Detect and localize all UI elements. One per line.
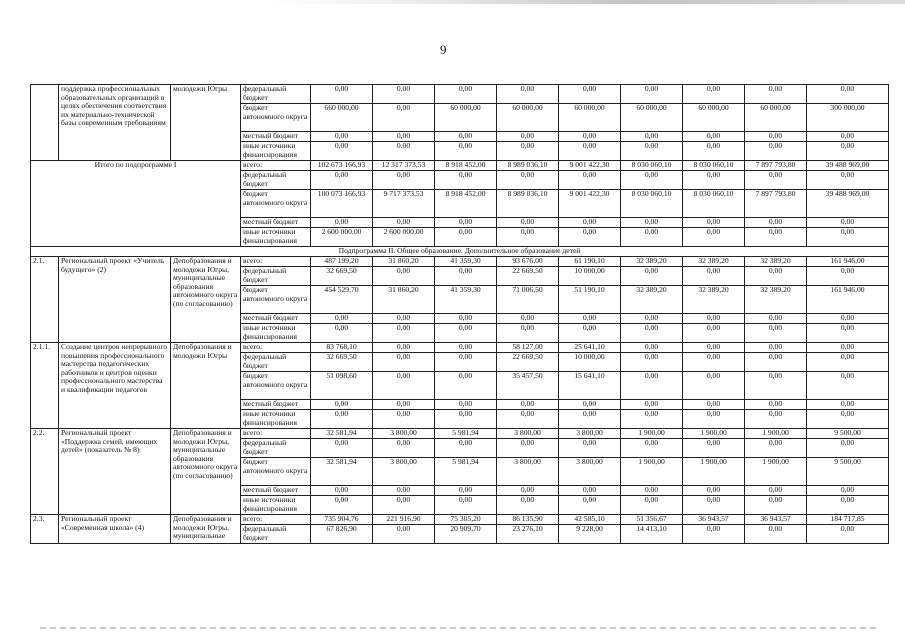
amount-cell: 0,00 <box>683 324 745 343</box>
amount-cell: 51 098,60 <box>311 372 373 400</box>
amount-cell: 75 305,20 <box>435 515 497 525</box>
amount-cell: 32 669,50 <box>311 267 373 286</box>
funding-source: всего: <box>241 161 311 171</box>
amount-cell: 0,00 <box>559 132 621 142</box>
amount-cell: 0,00 <box>435 343 497 353</box>
amount-cell: 1 900,00 <box>683 429 745 439</box>
amount-cell: 0,00 <box>373 104 435 132</box>
amount-cell: 0,00 <box>621 132 683 142</box>
amount-cell: 7 897 793,80 <box>745 190 807 218</box>
amount-cell: 0,00 <box>621 353 683 372</box>
amount-cell: 0,00 <box>497 142 559 161</box>
amount-cell: 660 000,00 <box>311 104 373 132</box>
amount-cell: 9 001 422,30 <box>559 190 621 218</box>
amount-cell: 0,00 <box>373 132 435 142</box>
funding-source: местный бюджет <box>241 314 311 324</box>
funding-source: местный бюджет <box>241 132 311 142</box>
amount-cell: 22 669,50 <box>497 267 559 286</box>
amount-cell: 0,00 <box>807 486 889 496</box>
amount-cell: 0,00 <box>435 400 497 410</box>
amount-cell: 61 190,10 <box>559 257 621 267</box>
amount-cell: 0,00 <box>683 486 745 496</box>
table-row <box>31 161 889 171</box>
amount-cell: 8 989 036,10 <box>497 161 559 171</box>
amount-cell: 0,00 <box>311 439 373 458</box>
amount-cell: 10 000,00 <box>559 267 621 286</box>
responsible-executor: молодежи Югры <box>171 85 241 161</box>
amount-cell: 0,00 <box>621 228 683 247</box>
funding-source: бюджет автономного округа <box>241 286 311 314</box>
amount-cell: 8 918 452,00 <box>435 190 497 218</box>
amount-cell: 8 989 036,10 <box>497 190 559 218</box>
amount-cell: 22 669,50 <box>497 353 559 372</box>
amount-cell: 0,00 <box>683 85 745 104</box>
amount-cell: 0,00 <box>621 218 683 228</box>
amount-cell: 0,00 <box>745 314 807 324</box>
amount-cell: 8 918 452,00 <box>435 161 497 171</box>
budget-table <box>30 84 889 544</box>
amount-cell: 5 981,94 <box>435 458 497 486</box>
amount-cell: 0,00 <box>497 132 559 142</box>
amount-cell: 25 641,10 <box>559 343 621 353</box>
amount-cell: 0,00 <box>745 218 807 228</box>
amount-cell: 3 800,00 <box>373 429 435 439</box>
amount-cell: 0,00 <box>373 372 435 400</box>
amount-cell: 0,00 <box>745 372 807 400</box>
amount-cell: 8 030 060,10 <box>621 190 683 218</box>
amount-cell: 60 000,00 <box>435 104 497 132</box>
amount-cell: 9 228,00 <box>559 525 621 544</box>
amount-cell: 32 389,20 <box>745 257 807 267</box>
budget-table-container <box>30 84 878 544</box>
amount-cell: 0,00 <box>621 496 683 515</box>
funding-source: бюджет автономного округа <box>241 104 311 132</box>
amount-cell: 0,00 <box>311 85 373 104</box>
measure-name: поддержка профессиональных образовательных организаций в целях обеспечения соответствия их материально-технической базы современным требованиям <box>59 85 171 161</box>
amount-cell: 0,00 <box>683 218 745 228</box>
amount-cell: 1 900,00 <box>621 429 683 439</box>
amount-cell: 83 768,10 <box>311 343 373 353</box>
amount-cell: 221 916,90 <box>373 515 435 525</box>
scan-top-edge <box>0 0 905 4</box>
amount-cell: 32 389,20 <box>621 286 683 314</box>
amount-cell: 0,00 <box>497 228 559 247</box>
amount-cell: 0,00 <box>435 314 497 324</box>
page-number: 9 <box>440 42 447 57</box>
table-row <box>31 429 889 439</box>
amount-cell: 0,00 <box>373 400 435 410</box>
amount-cell: 9 500,00 <box>807 458 889 486</box>
amount-cell: 3 800,00 <box>497 429 559 439</box>
amount-cell: 0,00 <box>311 496 373 515</box>
amount-cell: 41 359,30 <box>435 257 497 267</box>
amount-cell: 0,00 <box>559 171 621 190</box>
amount-cell: 1 900,00 <box>745 429 807 439</box>
amount-cell: 161 946,00 <box>807 286 889 314</box>
amount-cell: 0,00 <box>435 267 497 286</box>
amount-cell: 0,00 <box>497 85 559 104</box>
amount-cell: 0,00 <box>435 218 497 228</box>
amount-cell: 0,00 <box>745 142 807 161</box>
amount-cell: 0,00 <box>311 132 373 142</box>
amount-cell: 0,00 <box>559 496 621 515</box>
amount-cell: 0,00 <box>435 132 497 142</box>
amount-cell: 0,00 <box>621 314 683 324</box>
amount-cell: 51 356,67 <box>621 515 683 525</box>
funding-source: федеральный бюджет <box>241 439 311 458</box>
amount-cell: 0,00 <box>683 353 745 372</box>
amount-cell: 32 581,94 <box>311 429 373 439</box>
amount-cell: 0,00 <box>373 171 435 190</box>
amount-cell: 0,00 <box>745 324 807 343</box>
amount-cell: 0,00 <box>373 324 435 343</box>
amount-cell: 0,00 <box>559 218 621 228</box>
amount-cell: 454 529,70 <box>311 286 373 314</box>
amount-cell: 0,00 <box>373 353 435 372</box>
subtotal-label: Итого по подпрограмме I <box>31 161 241 247</box>
amount-cell: 0,00 <box>497 410 559 429</box>
amount-cell: 0,00 <box>683 171 745 190</box>
amount-cell: 9 717 373,53 <box>373 190 435 218</box>
amount-cell: 60 000,00 <box>559 104 621 132</box>
funding-source: федеральный бюджет <box>241 525 311 544</box>
amount-cell: 0,00 <box>559 486 621 496</box>
amount-cell: 0,00 <box>683 439 745 458</box>
amount-cell: 1 900,00 <box>683 458 745 486</box>
amount-cell: 300 000,00 <box>807 104 889 132</box>
amount-cell: 42 585,10 <box>559 515 621 525</box>
amount-cell: 0,00 <box>807 228 889 247</box>
funding-source: местный бюджет <box>241 218 311 228</box>
amount-cell: 100 073 166,93 <box>311 190 373 218</box>
amount-cell: 3 800,00 <box>559 429 621 439</box>
amount-cell: 0,00 <box>373 314 435 324</box>
amount-cell: 0,00 <box>559 228 621 247</box>
funding-source: местный бюджет <box>241 400 311 410</box>
responsible-executor: Депобразования и молодежи Югры, муниципальные <box>171 515 241 544</box>
amount-cell: 0,00 <box>807 343 889 353</box>
amount-cell: 0,00 <box>559 324 621 343</box>
amount-cell: 32 389,20 <box>745 286 807 314</box>
funding-source: иные источники финансирования <box>241 228 311 247</box>
amount-cell: 0,00 <box>807 410 889 429</box>
amount-cell: 0,00 <box>373 496 435 515</box>
amount-cell: 0,00 <box>435 85 497 104</box>
responsible-executor: Депобразования и молодежи Югры, муниципальные образования автономного округа (по согласованию) <box>171 429 241 515</box>
table-row <box>31 85 889 104</box>
amount-cell: 0,00 <box>807 496 889 515</box>
measure-name: Создание центров непрерывного повышения профессионального мастерства педагогических работников и центров оценки профессионального мастерства и квалификации педагогов <box>59 343 171 429</box>
amount-cell: 0,00 <box>621 85 683 104</box>
funding-source: иные источники финансирования <box>241 142 311 161</box>
funding-source: федеральный бюджет <box>241 353 311 372</box>
amount-cell: 0,00 <box>745 85 807 104</box>
funding-source: бюджет автономного округа <box>241 458 311 486</box>
amount-cell: 35 457,50 <box>497 372 559 400</box>
amount-cell: 0,00 <box>683 400 745 410</box>
row-number: 2.2. <box>31 429 59 515</box>
amount-cell: 0,00 <box>435 353 497 372</box>
scan-bottom-edge <box>40 627 880 629</box>
amount-cell: 0,00 <box>311 171 373 190</box>
amount-cell: 0,00 <box>497 496 559 515</box>
amount-cell: 0,00 <box>807 267 889 286</box>
amount-cell: 0,00 <box>683 142 745 161</box>
amount-cell: 0,00 <box>497 314 559 324</box>
amount-cell: 32 389,20 <box>683 257 745 267</box>
amount-cell: 0,00 <box>807 142 889 161</box>
amount-cell: 0,00 <box>745 400 807 410</box>
amount-cell: 0,00 <box>745 525 807 544</box>
amount-cell: 0,00 <box>311 410 373 429</box>
funding-source: всего: <box>241 429 311 439</box>
amount-cell: 32 581,94 <box>311 458 373 486</box>
amount-cell: 93 676,00 <box>497 257 559 267</box>
row-number: 2.1.1. <box>31 343 59 429</box>
amount-cell: 0,00 <box>683 410 745 429</box>
funding-source: бюджет автономного округа <box>241 190 311 218</box>
amount-cell: 0,00 <box>745 267 807 286</box>
section-header-row <box>31 247 889 257</box>
amount-cell: 0,00 <box>683 343 745 353</box>
amount-cell: 0,00 <box>745 410 807 429</box>
amount-cell: 0,00 <box>621 171 683 190</box>
amount-cell: 60 000,00 <box>621 104 683 132</box>
amount-cell: 0,00 <box>559 400 621 410</box>
amount-cell: 31 860,20 <box>373 286 435 314</box>
amount-cell: 0,00 <box>497 439 559 458</box>
amount-cell: 0,00 <box>683 372 745 400</box>
amount-cell: 2 600 000,00 <box>311 228 373 247</box>
amount-cell: 31 860,20 <box>373 257 435 267</box>
amount-cell: 0,00 <box>745 486 807 496</box>
amount-cell: 32 669,50 <box>311 353 373 372</box>
amount-cell: 3 800,00 <box>559 458 621 486</box>
amount-cell: 735 904,76 <box>311 515 373 525</box>
amount-cell: 0,00 <box>497 171 559 190</box>
amount-cell: 0,00 <box>311 218 373 228</box>
table-body <box>31 85 889 544</box>
amount-cell: 161 946,00 <box>807 257 889 267</box>
amount-cell: 0,00 <box>683 496 745 515</box>
amount-cell: 23 276,10 <box>497 525 559 544</box>
amount-cell: 36 943,57 <box>683 515 745 525</box>
amount-cell: 86 135,90 <box>497 515 559 525</box>
amount-cell: 0,00 <box>373 410 435 429</box>
amount-cell: 51 190,10 <box>559 286 621 314</box>
amount-cell: 0,00 <box>435 496 497 515</box>
amount-cell: 0,00 <box>621 410 683 429</box>
measure-name: Региональный проект «Поддержка семей, имеющих детей» (показатель № 8) <box>59 429 171 515</box>
amount-cell: 71 006,50 <box>497 286 559 314</box>
amount-cell: 0,00 <box>435 439 497 458</box>
amount-cell: 8 030 060,10 <box>621 161 683 171</box>
amount-cell: 0,00 <box>745 343 807 353</box>
amount-cell: 39 488 969,00 <box>807 161 889 171</box>
amount-cell: 0,00 <box>807 218 889 228</box>
amount-cell: 9 500,00 <box>807 429 889 439</box>
funding-source: иные источники финансирования <box>241 324 311 343</box>
amount-cell: 9 001 422,30 <box>559 161 621 171</box>
amount-cell: 10 000,00 <box>559 353 621 372</box>
amount-cell: 0,00 <box>621 372 683 400</box>
amount-cell: 0,00 <box>621 400 683 410</box>
amount-cell: 0,00 <box>559 439 621 458</box>
amount-cell: 0,00 <box>621 439 683 458</box>
amount-cell: 0,00 <box>311 400 373 410</box>
amount-cell: 3 800,00 <box>497 458 559 486</box>
amount-cell: 0,00 <box>559 314 621 324</box>
amount-cell: 14 413,10 <box>621 525 683 544</box>
funding-source: федеральный бюджет <box>241 267 311 286</box>
table-row <box>31 343 889 353</box>
amount-cell: 0,00 <box>373 267 435 286</box>
amount-cell: 0,00 <box>807 132 889 142</box>
amount-cell: 41 359,30 <box>435 286 497 314</box>
amount-cell: 1 900,00 <box>621 458 683 486</box>
funding-source: иные источники финансирования <box>241 496 311 515</box>
amount-cell: 0,00 <box>435 410 497 429</box>
amount-cell: 0,00 <box>745 496 807 515</box>
amount-cell: 0,00 <box>807 353 889 372</box>
amount-cell: 0,00 <box>745 171 807 190</box>
amount-cell: 0,00 <box>559 142 621 161</box>
amount-cell: 0,00 <box>683 267 745 286</box>
amount-cell: 58 127,00 <box>497 343 559 353</box>
amount-cell: 0,00 <box>497 400 559 410</box>
amount-cell: 487 199,20 <box>311 257 373 267</box>
amount-cell: 7 897 793,80 <box>745 161 807 171</box>
amount-cell: 0,00 <box>497 486 559 496</box>
amount-cell: 0,00 <box>621 142 683 161</box>
funding-source: федеральный бюджет <box>241 171 311 190</box>
amount-cell: 0,00 <box>311 486 373 496</box>
funding-source: федеральный бюджет <box>241 85 311 104</box>
amount-cell: 2 600 000,00 <box>373 228 435 247</box>
amount-cell: 0,00 <box>807 400 889 410</box>
amount-cell: 0,00 <box>311 324 373 343</box>
amount-cell: 0,00 <box>807 85 889 104</box>
amount-cell: 32 389,20 <box>621 257 683 267</box>
amount-cell: 0,00 <box>435 171 497 190</box>
funding-source: всего: <box>241 515 311 525</box>
funding-source: бюджет автономного округа <box>241 372 311 400</box>
amount-cell: 60 000,00 <box>745 104 807 132</box>
row-number <box>31 85 59 161</box>
amount-cell: 0,00 <box>373 343 435 353</box>
table-row <box>31 257 889 267</box>
amount-cell: 5 981,94 <box>435 429 497 439</box>
amount-cell: 0,00 <box>807 372 889 400</box>
amount-cell: 0,00 <box>373 85 435 104</box>
amount-cell: 20 909,70 <box>435 525 497 544</box>
amount-cell: 0,00 <box>683 525 745 544</box>
amount-cell: 0,00 <box>621 324 683 343</box>
amount-cell: 0,00 <box>435 324 497 343</box>
amount-cell: 0,00 <box>745 439 807 458</box>
funding-source: иные источники финансирования <box>241 410 311 429</box>
amount-cell: 0,00 <box>621 343 683 353</box>
amount-cell: 0,00 <box>435 372 497 400</box>
amount-cell: 60 000,00 <box>497 104 559 132</box>
amount-cell: 0,00 <box>373 218 435 228</box>
amount-cell: 0,00 <box>807 324 889 343</box>
amount-cell: 8 030 060,10 <box>683 161 745 171</box>
amount-cell: 0,00 <box>559 85 621 104</box>
amount-cell: 0,00 <box>807 171 889 190</box>
amount-cell: 36 943,57 <box>745 515 807 525</box>
amount-cell: 0,00 <box>807 439 889 458</box>
row-number: 2.1. <box>31 257 59 343</box>
amount-cell: 0,00 <box>683 228 745 247</box>
amount-cell: 0,00 <box>435 228 497 247</box>
amount-cell: 0,00 <box>311 314 373 324</box>
amount-cell: 39 488 969,00 <box>807 190 889 218</box>
amount-cell: 0,00 <box>621 267 683 286</box>
amount-cell: 0,00 <box>497 324 559 343</box>
responsible-executor: Депобразования и молодежи Югры <box>171 343 241 429</box>
amount-cell: 0,00 <box>435 142 497 161</box>
amount-cell: 3 800,00 <box>373 458 435 486</box>
amount-cell: 102 673 166,93 <box>311 161 373 171</box>
amount-cell: 0,00 <box>373 439 435 458</box>
amount-cell: 12 317 373,53 <box>373 161 435 171</box>
table-row <box>31 515 889 525</box>
funding-source: всего: <box>241 343 311 353</box>
amount-cell: 0,00 <box>559 410 621 429</box>
measure-name: Региональный проект «Современная школа» (4) <box>59 515 171 544</box>
row-number: 2.3. <box>31 515 59 544</box>
section-title: Подпрограмма II. Общее образование. Дополнительное образование детей <box>31 247 889 257</box>
amount-cell: 0,00 <box>683 314 745 324</box>
amount-cell: 0,00 <box>807 525 889 544</box>
amount-cell: 60 000,00 <box>683 104 745 132</box>
amount-cell: 0,00 <box>497 218 559 228</box>
amount-cell: 0,00 <box>373 525 435 544</box>
amount-cell: 0,00 <box>807 314 889 324</box>
responsible-executor: Депобразования и молодежи Югры, муниципальные образования автономного округа (по согласованию) <box>171 257 241 343</box>
amount-cell: 0,00 <box>373 142 435 161</box>
amount-cell: 0,00 <box>311 142 373 161</box>
amount-cell: 32 389,20 <box>683 286 745 314</box>
amount-cell: 0,00 <box>745 353 807 372</box>
funding-source: всего: <box>241 257 311 267</box>
amount-cell: 0,00 <box>435 486 497 496</box>
funding-source: местный бюджет <box>241 486 311 496</box>
measure-name: Региональный проект «Учитель будущего» (2) <box>59 257 171 343</box>
amount-cell: 8 030 060,10 <box>683 190 745 218</box>
amount-cell: 15 641,10 <box>559 372 621 400</box>
amount-cell: 184 717,85 <box>807 515 889 525</box>
amount-cell: 0,00 <box>745 132 807 142</box>
amount-cell: 67 826,90 <box>311 525 373 544</box>
amount-cell: 1 900,00 <box>745 458 807 486</box>
amount-cell: 0,00 <box>745 228 807 247</box>
amount-cell: 0,00 <box>621 486 683 496</box>
amount-cell: 0,00 <box>373 486 435 496</box>
amount-cell: 0,00 <box>683 132 745 142</box>
